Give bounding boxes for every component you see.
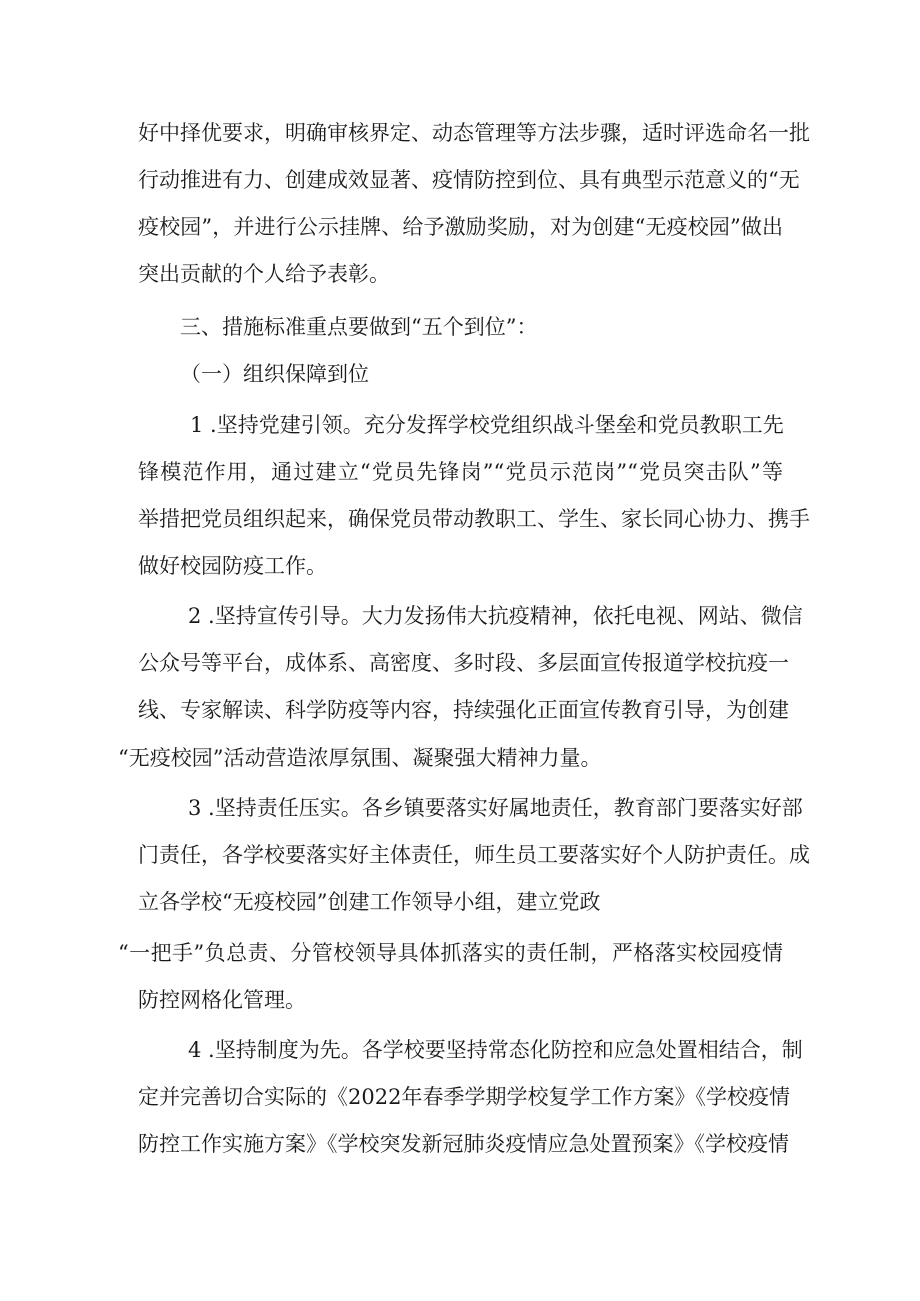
text-line: “一把手”负总责、分管校领导具体抓落实的责任制，严格落实校园疫情 <box>118 941 783 965</box>
text-line: 举措把党员组织起来，确保党员带动教职工、学生、家长同心协力、携手 <box>138 507 810 531</box>
subsection-heading: （一）组织保障到位 <box>180 362 369 386</box>
text-line: “无疫校园”活动营造浓厚氛围、凝聚强大精神力量。 <box>118 746 602 770</box>
text-line: 线、专家解读、科学防疫等内容，持续强化正面宣传教育引导，为创建 <box>138 698 789 722</box>
text-line: 公众号等平台，成体系、高密度、多时段、多层面宣传报道学校抗疫一 <box>138 651 789 675</box>
text-line: 做好校园防疫工作。 <box>138 554 327 578</box>
text-line: 疫校园”，并进行公示挂牌、给予激励奖励，对为创建“无疫校园”做出 <box>138 215 783 239</box>
section-heading: 三、措施标准重点要做到“五个到位”： <box>180 315 538 339</box>
text-line: 防控网格化管理。 <box>138 988 306 1012</box>
text-line: 4 .坚持制度为先。各学校要坚持常态化防控和应急处置相结合，制 <box>188 1038 803 1062</box>
text-line: 定并完善切合实际的《2022年春季学期学校复学工作方案》《学校疫情 <box>138 1085 790 1109</box>
text-line: 防控工作实施方案》《学校突发新冠肺炎疫情应急处置预案》《学校疫情 <box>138 1132 789 1156</box>
text-line: 3 .坚持责任压实。各乡镇要落实好属地责任，教育部门要落实好部 <box>188 796 803 820</box>
text-line: 1 .坚持党建引领。充分发挥学校党组织战斗堡垒和党员教职工先 <box>190 413 784 437</box>
text-line: 突出贡献的个人给予表彰。 <box>138 262 390 286</box>
text-line: 立各学校“无疫校园”创建工作领导小组，建立党政 <box>138 890 601 914</box>
text-line: 好中择优要求，明确审核界定、动态管理等方法步骤，适时评选命名一批 <box>138 121 810 145</box>
text-line: 锋模范作用，通过建立“党员先锋岗”“党员示范岗”“党员突击队”等 <box>138 460 783 484</box>
text-line: 行动推进有力、创建成效显著、疫情防控到位、具有典型示范意义的“无 <box>138 168 800 192</box>
text-line: 2 .坚持宣传引导。大力发扬伟大抗疫精神，依托电视、网站、微信 <box>188 604 803 628</box>
text-line: 门责任，各学校要落实好主体责任，师生员工要落实好个人防护责任。成 <box>138 843 810 867</box>
